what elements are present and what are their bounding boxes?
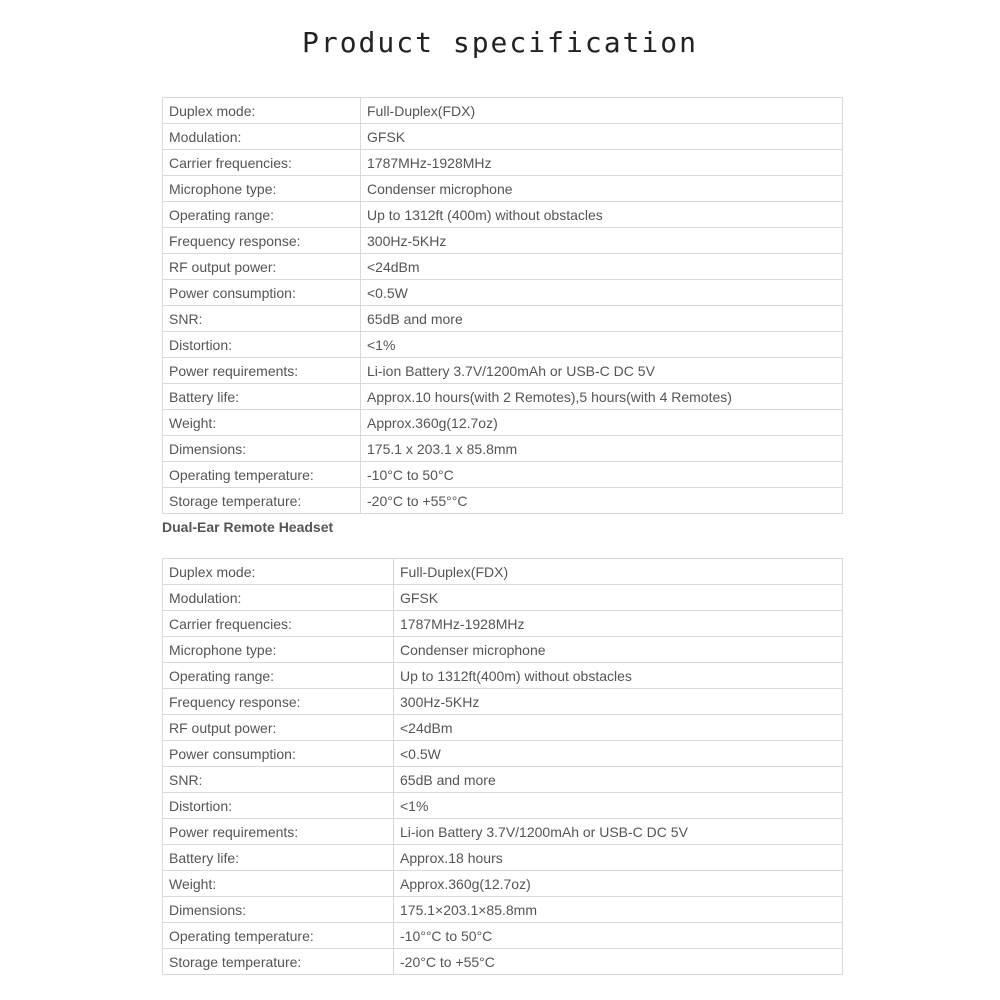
table-row	[163, 559, 843, 585]
table-row	[163, 845, 843, 871]
spec-label: Distortion:	[163, 332, 361, 358]
spec-label: Operating range:	[163, 663, 394, 689]
table-row	[163, 254, 843, 280]
table-row	[163, 228, 843, 254]
spec-table-headset	[162, 558, 843, 975]
table-row	[163, 585, 843, 611]
spec-value: Approx.360g(12.7oz)	[394, 871, 843, 897]
table-row	[163, 793, 843, 819]
table-row	[163, 436, 843, 462]
spec-label: Storage temperature:	[163, 949, 394, 975]
spec-label: Battery life:	[163, 845, 394, 871]
spec-value: Full-Duplex(FDX)	[394, 559, 843, 585]
spec-value: -10°C to 50°C	[361, 462, 843, 488]
table-row	[163, 689, 843, 715]
table-row	[163, 280, 843, 306]
section-heading: Dual-Ear Remote Headset	[162, 519, 334, 535]
table-row	[163, 741, 843, 767]
table-row	[163, 384, 843, 410]
spec-value: GFSK	[394, 585, 843, 611]
page-title: Product specification	[301, 26, 698, 59]
table-row	[163, 462, 843, 488]
spec-value: Up to 1312ft(400m) without obstacles	[394, 663, 843, 689]
spec-label: Duplex mode:	[163, 559, 394, 585]
spec-value: Full-Duplex(FDX)	[361, 98, 843, 124]
spec-label: Weight:	[163, 410, 361, 436]
spec-label: Power consumption:	[163, 741, 394, 767]
table-row	[163, 871, 843, 897]
table-row	[163, 611, 843, 637]
spec-value: Up to 1312ft (400m) without obstacles	[361, 202, 843, 228]
spec-value: 65dB and more	[361, 306, 843, 332]
spec-value: 300Hz-5KHz	[361, 228, 843, 254]
spec-label: RF output power:	[163, 715, 394, 741]
table-row	[163, 488, 843, 514]
spec-value: 1787MHz-1928MHz	[361, 150, 843, 176]
spec-label: Microphone type:	[163, 637, 394, 663]
table-row	[163, 715, 843, 741]
spec-label: SNR:	[163, 767, 394, 793]
spec-value: Condenser microphone	[394, 637, 843, 663]
spec-label: Operating range:	[163, 202, 361, 228]
spec-value: 300Hz-5KHz	[394, 689, 843, 715]
spec-label: Frequency response:	[163, 689, 394, 715]
spec-value: <24dBm	[361, 254, 843, 280]
spec-value: -20°C to +55°C	[394, 949, 843, 975]
spec-value: Li-ion Battery 3.7V/1200mAh or USB-C DC 5V	[361, 358, 843, 384]
spec-label: Operating temperature:	[163, 923, 394, 949]
spec-label: RF output power:	[163, 254, 361, 280]
spec-label: Dimensions:	[163, 436, 361, 462]
spec-value: Approx.10 hours(with 2 Remotes),5 hours(with 4 Remotes)	[361, 384, 843, 410]
spec-value: -20°C to +55°°C	[361, 488, 843, 514]
spec-table-base-unit	[162, 97, 843, 514]
table-row	[163, 410, 843, 436]
spec-label: Frequency response:	[163, 228, 361, 254]
spec-value: Li-ion Battery 3.7V/1200mAh or USB-C DC 5V	[394, 819, 843, 845]
spec-label: Distortion:	[163, 793, 394, 819]
spec-label: Operating temperature:	[163, 462, 361, 488]
spec-label: Storage temperature:	[163, 488, 361, 514]
spec-label: Duplex mode:	[163, 98, 361, 124]
table-row	[163, 176, 843, 202]
spec-label: Power requirements:	[163, 358, 361, 384]
spec-value: GFSK	[361, 124, 843, 150]
spec-value: 175.1×203.1×85.8mm	[394, 897, 843, 923]
table-row	[163, 306, 843, 332]
spec-value: <0.5W	[394, 741, 843, 767]
spec-label: Modulation:	[163, 124, 361, 150]
table-row	[163, 767, 843, 793]
spec-value: <1%	[361, 332, 843, 358]
table-row	[163, 663, 843, 689]
spec-value: -10°°C to 50°C	[394, 923, 843, 949]
spec-label: Power requirements:	[163, 819, 394, 845]
table-row	[163, 637, 843, 663]
table-row	[163, 124, 843, 150]
table-row	[163, 949, 843, 975]
spec-value: <0.5W	[361, 280, 843, 306]
table-row	[163, 202, 843, 228]
spec-label: Power consumption:	[163, 280, 361, 306]
spec-label: Modulation:	[163, 585, 394, 611]
table-row	[163, 98, 843, 124]
spec-value: Approx.360g(12.7oz)	[361, 410, 843, 436]
spec-label: Weight:	[163, 871, 394, 897]
spec-label: Carrier frequencies:	[163, 611, 394, 637]
spec-value: Condenser microphone	[361, 176, 843, 202]
spec-label: Carrier frequencies:	[163, 150, 361, 176]
spec-value: 65dB and more	[394, 767, 843, 793]
spec-value: 1787MHz-1928MHz	[394, 611, 843, 637]
table-row	[163, 332, 843, 358]
table-row	[163, 897, 843, 923]
table-row	[163, 819, 843, 845]
spec-value: <1%	[394, 793, 843, 819]
spec-value: 175.1 x 203.1 x 85.8mm	[361, 436, 843, 462]
spec-value: Approx.18 hours	[394, 845, 843, 871]
spec-label: Microphone type:	[163, 176, 361, 202]
table-row	[163, 150, 843, 176]
spec-label: Battery life:	[163, 384, 361, 410]
spec-value: <24dBm	[394, 715, 843, 741]
table-row	[163, 358, 843, 384]
table-row	[163, 923, 843, 949]
spec-label: SNR:	[163, 306, 361, 332]
spec-label: Dimensions:	[163, 897, 394, 923]
